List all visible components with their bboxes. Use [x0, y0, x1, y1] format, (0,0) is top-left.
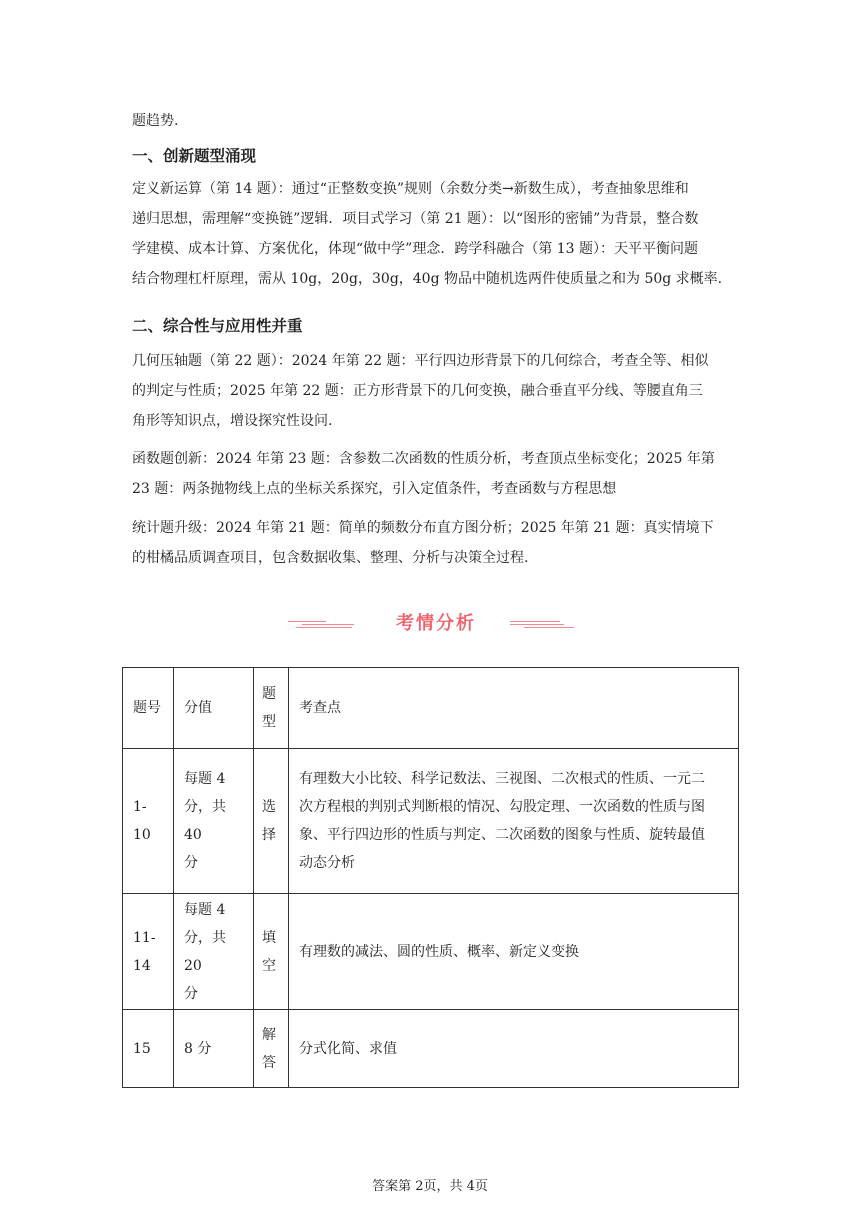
table-row — [123, 749, 739, 894]
cell-no: 11-14 — [123, 894, 174, 1010]
score-line: 分 — [184, 985, 198, 1002]
score-line: 分 — [184, 855, 198, 871]
points-line: 有理数的减法、圆的性质、概率、新定义变换 — [299, 943, 579, 960]
cell-score — [174, 749, 254, 894]
cell-type — [254, 894, 289, 1010]
score-line: 8 分 — [184, 1040, 212, 1057]
header-points: 考查点 — [289, 668, 739, 749]
cell-no: 15 — [123, 1010, 174, 1088]
score-line: 分，共 40 — [184, 799, 226, 843]
banner-line — [288, 621, 326, 622]
section2-paragraph-functions — [132, 444, 732, 504]
banner-line — [296, 627, 352, 628]
header-no: 题号 — [123, 668, 174, 749]
cell-points — [289, 1010, 739, 1088]
section2-paragraph-statistics — [132, 513, 732, 573]
type-line: 答 — [262, 1054, 276, 1071]
header-type-line: 型 — [262, 714, 276, 730]
table-row — [123, 894, 739, 1010]
intro-tail: 题趋势. — [132, 113, 179, 129]
section-banner — [286, 605, 586, 641]
banner-line — [510, 624, 564, 625]
section1-line: 递归思想，需理解“变换链”逻辑．项目式学习（第 21 题）：以“图形的密铺”为背景，整合数 — [132, 211, 699, 227]
banner-line — [302, 624, 354, 625]
paragraph-line: 角形等知识点，增设探究性设问. — [132, 413, 333, 429]
section1-line: 定义新运算（第 14 题）：通过“正整数变换”规则（余数分类→新数生成），考查抽象思维和 — [132, 181, 689, 197]
points-line: 次方程根的判别式判断根的情况、勾股定理、一次函数的性质与图 — [299, 799, 705, 815]
paragraph-line: 几何压轴题（第 22 题）：2024 年第 22 题：平行四边形背景下的几何综合，考查全等、相似 — [132, 353, 709, 369]
points-line: 分式化简、求值 — [299, 1040, 397, 1057]
type-line: 选 — [262, 799, 276, 815]
paragraph-line: 的柑橘品质调查项目，包含数据收集、整理、分析与决策全过程. — [132, 550, 529, 566]
points-line: 有理数大小比较、科学记数法、三视图、二次根式的性质、一元二 — [299, 771, 705, 787]
type-line: 填 — [262, 929, 276, 946]
section1-line: 学建模、成本计算、方案优化，体现“做中学”理念．跨学科融合（第 13 题）：天平平衡问题 — [132, 241, 699, 257]
banner-line — [510, 621, 560, 622]
cell-points — [289, 894, 739, 1010]
points-line: 象、平行四边形的性质与判定、二次函数的图象与性质、旋转最值 — [299, 827, 705, 843]
type-line: 择 — [262, 827, 276, 843]
header-type-line: 题 — [262, 686, 276, 702]
page-footer: 答案第 2页，共 4页 — [372, 1179, 488, 1194]
score-line: 每题 4 — [184, 771, 226, 787]
header-score: 分值 — [174, 668, 254, 749]
cell-score — [174, 894, 254, 1010]
header-type — [254, 668, 289, 749]
paragraph-line: 函数题创新：2024 年第 23 题：含参数二次函数的性质分析，考查顶点坐标变化；2025 年第 — [132, 451, 715, 467]
paragraph-line: 统计题升级：2024 年第 21 题：简单的频数分布直方图分析；2025 年第 21 题：真实情境下 — [132, 520, 714, 536]
cell-points — [289, 749, 739, 894]
points-line: 动态分析 — [299, 855, 355, 871]
table-row — [123, 1010, 739, 1088]
section1-line: 结合物理杠杆原理，需从 10g，20g，30g，40g 物品中随机选两件使质量之和为 50g 求概率. — [132, 271, 723, 287]
score-line: 分，共 20 — [184, 929, 226, 974]
exam-analysis-table — [122, 667, 739, 1088]
table-header-row — [123, 668, 739, 749]
cell-type — [254, 1010, 289, 1088]
type-line: 解 — [262, 1026, 276, 1043]
banner-line — [524, 627, 574, 628]
banner-title: 考情分析 — [396, 613, 476, 634]
section1-heading: 一、创新题型涌现 — [132, 147, 257, 165]
section2-heading: 二、综合性与应用性并重 — [132, 317, 303, 335]
cell-no: 1-10 — [123, 749, 174, 894]
paragraph-line: 的判定与性质；2025 年第 22 题：正方形背景下的几何变换，融合垂直平分线、等腰直角三 — [132, 383, 703, 399]
type-line: 空 — [262, 957, 276, 974]
section1-body — [132, 174, 732, 294]
score-line: 每题 4 — [184, 901, 226, 918]
cell-type — [254, 749, 289, 894]
section2-paragraph-geometry — [132, 346, 732, 436]
cell-score — [174, 1010, 254, 1088]
paragraph-line: 23 题：两条抛物线上点的坐标关系探究，引入定值条件，考查函数与方程思想 — [132, 481, 617, 497]
